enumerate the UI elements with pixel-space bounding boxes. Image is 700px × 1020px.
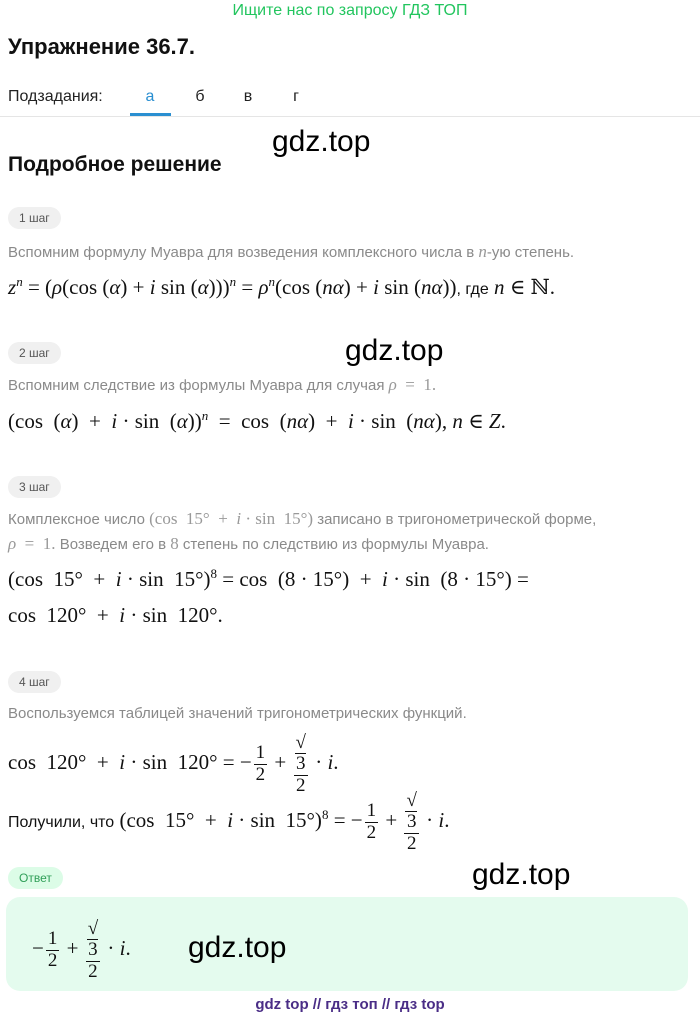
step-formula: (cos 15° + i · sin 15°)$^8$ = cos (8 · 15°) + i · sin (8 · 15°) = <box>8 566 529 591</box>
step-badge: 1 шаг <box>8 207 61 229</box>
step-formula: cos 120° + i · sin 120°. <box>8 603 223 627</box>
step-text: ρ = 1. Возведем его в 8 степень по следствию из формулы Муавра. <box>8 534 489 553</box>
step-text: Комплексное число (cos 15° + i · sin 15°) записано в тригонометрической форме, <box>8 509 597 528</box>
watermark: gdz.top <box>188 931 287 964</box>
step-badge: 2 шаг <box>8 342 61 364</box>
tab-a[interactable]: а <box>145 88 155 105</box>
step-formula: cos 120° + i · sin 120° = − $\frac{1}{2}$ + √ 3 2 · i. <box>8 732 339 796</box>
step-text: Воспользуемся таблицей значений тригонометрических функций. <box>8 705 467 722</box>
step-formula: (cos (α) + i · sin (α))$^n$ = cos (nα) + i · sin (nα), n ∈ Z. <box>8 408 506 433</box>
divider <box>0 116 700 117</box>
answer-formula: − $\frac{1}{2}$ + √ 3 2 · i. <box>32 918 131 982</box>
step-text: Вспомним формулу Муавра для возведения комплексного числа в n-ую степень. <box>8 242 575 261</box>
step-formula: Получили, что (cos 15° + i · sin 15°)$^8$ = − $\frac{1}{2}$ + √ 3 2 · i. <box>8 790 450 854</box>
watermark: gdz.top <box>472 858 571 891</box>
tab-g[interactable]: г <box>293 88 299 105</box>
page-title: Упражнение 36.7. <box>8 34 196 59</box>
answer-badge: Ответ <box>8 867 63 889</box>
watermark: gdz.top <box>345 334 444 367</box>
step-badge: 3 шаг <box>8 476 61 498</box>
section-title: Подробное решение <box>8 153 222 176</box>
tab-v[interactable]: в <box>243 88 253 105</box>
step-text: Вспомним следствие из формулы Муавра для случая ρ = 1. <box>8 375 437 394</box>
step-badge: 4 шаг <box>8 671 61 693</box>
answer-box <box>6 897 688 991</box>
step-formula: $z^n = (\rho(\cos$ (α) + i $\sin (\alpha)))^n = \rho^n(\cos$ (nα) + i sin (nα)), где n ∈ ℕ. <box>8 274 556 299</box>
promo-banner[interactable]: Ищите нас по запросу ГДЗ ТОП <box>232 2 468 19</box>
watermark: gdz.top <box>272 125 371 158</box>
subtasks-label: Подзадания: <box>8 88 103 105</box>
tab-b[interactable]: б <box>195 88 205 105</box>
footer-links[interactable]: gdz top // гдз топ // гдз top <box>255 996 445 1013</box>
